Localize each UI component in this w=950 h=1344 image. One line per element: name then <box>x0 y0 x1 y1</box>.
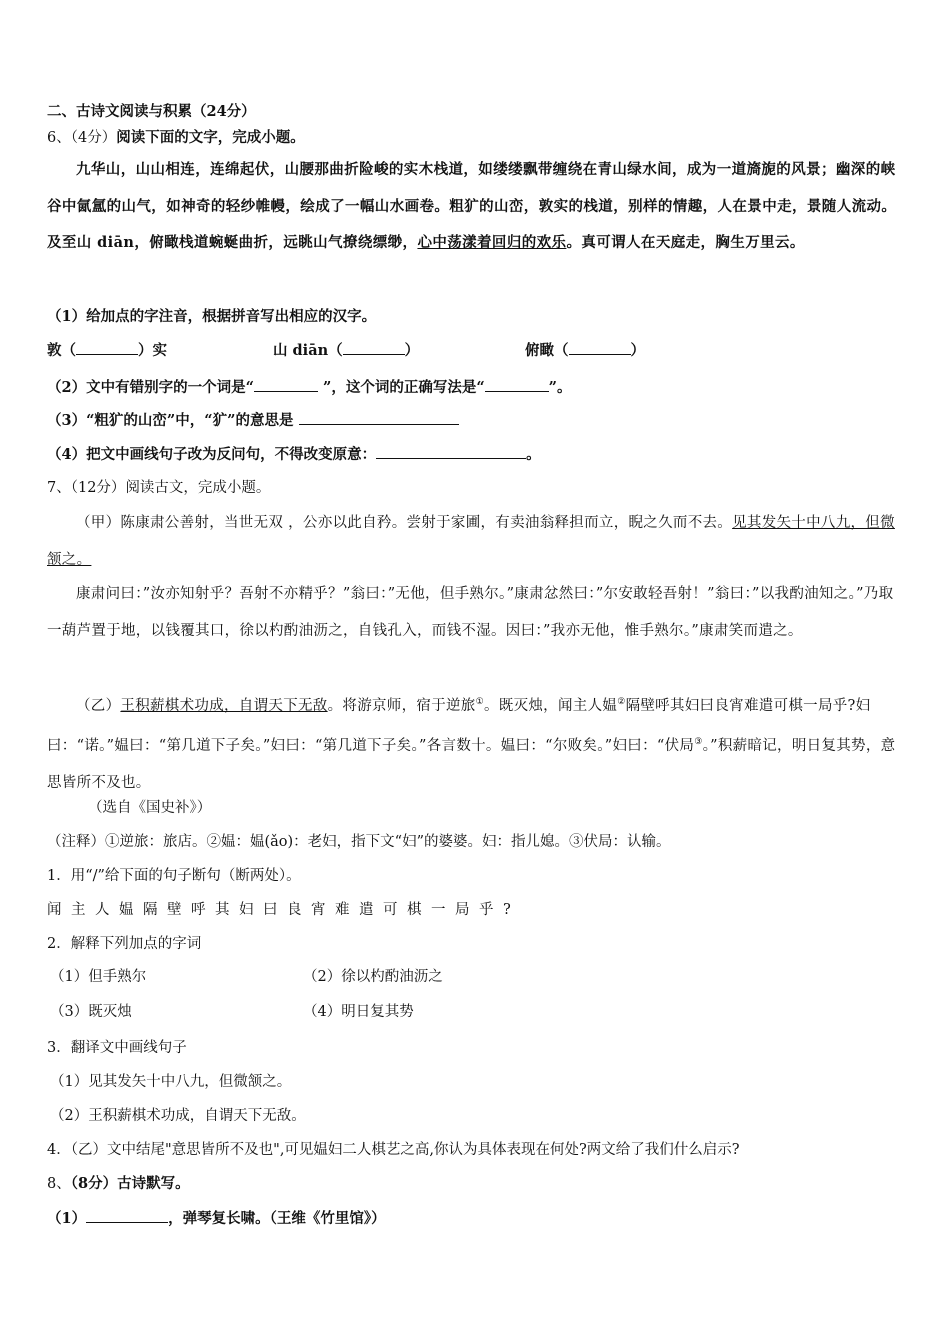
q7-sub2-item: （4）明日复其势 <box>303 1004 414 1020</box>
q7-sub1-sentence: 闻主人媪隔壁呼其妇曰良宵难遣可棋一局乎? <box>47 902 521 918</box>
q6-blank-fukan: 俯瞰（ ） <box>525 342 645 359</box>
answer-blank[interactable] <box>376 444 526 459</box>
section-title: 二、古诗文阅读与积累（24分） <box>47 103 256 120</box>
q7-jia-underlined: 见其发矢十中八九，但微颔之。 <box>47 515 895 568</box>
q7-number: 7、 <box>47 480 71 496</box>
q7-sub3-item: （1）见其发矢十中八九，但微颔之。 <box>50 1074 292 1090</box>
answer-blank[interactable] <box>485 377 549 392</box>
q7-notes: （注释）①逆旅：旅店。②媪：媪(ǎo)：老妇，指下文“妇”的婆婆。妇：指儿媳。③伏局：认输。 <box>47 834 671 850</box>
q6-number: 6、 <box>47 130 71 146</box>
q7-passage-yi: （乙）王积薪棋术功成，自谓天下无敌。将游京师，宿于逆旅①。既灭烛，闻主人媪②隔壁呼其妇曰良宵难遣可棋一局乎?妇曰：“诺。”媪曰：“第几道下子矣。”妇曰：“第几道下子矣。”各言数十。媪曰：“尔败矣。”妇曰：“伏局③。”积薪暗记，明日复其势，意思皆所不及也。 <box>47 697 896 791</box>
q6-passage <box>47 152 907 262</box>
answer-blank[interactable] <box>569 340 631 355</box>
q7-sub2-item: （2）徐以杓酌油沥之 <box>303 969 443 985</box>
answer-blank[interactable] <box>299 410 459 425</box>
q6-score: （4分） <box>70 130 117 146</box>
q7-sub2: 2．解释下列加点的字词 <box>47 936 202 952</box>
q7-sub4: 4．（乙）文中结尾"意思皆所不及也",可见媪妇二人棋艺之高,你认为具体表现在何处?两文给了我们什么启示? <box>47 1142 740 1158</box>
q7-sub3: 3．翻译文中画线句子 <box>47 1040 187 1056</box>
q6-sub3: （3）“粗犷的山峦”中，“犷”的意思是 <box>47 410 910 431</box>
q7-sub3-item: （2）王积薪棋术功成，自谓天下无敌。 <box>50 1108 306 1124</box>
q7-passage-jia: （甲）陈康肃公善射，当世无双 ，公亦以此自矜。尝射于家圃，有卖油翁释担而立，睨之久而不去。见其发矢十中八九，但微颔之。 <box>47 515 895 568</box>
q6-underlined-sentence: 心中荡漾着回归的欢乐 <box>417 234 567 251</box>
q6-blank-dian: 山 diān（ ） <box>273 342 420 359</box>
q6-instruction: 阅读下面的文字，完成小题。 <box>116 129 305 146</box>
q7-sub2-item: （1）但手熟尔 <box>50 969 147 985</box>
q8-number: 8、 <box>47 1176 71 1192</box>
q6-passage-end: 。真可谓人在天庭走，胸生万里云。 <box>566 234 805 251</box>
q8-score: （8分） <box>70 1175 118 1192</box>
q7-yi-underlined: 王积薪棋术功成，自谓天下无敌 <box>120 697 328 714</box>
q8-sub1: （1） ，弹琴复长啸。（王维《竹里馆》） <box>47 1210 386 1227</box>
q6-heading <box>47 128 910 148</box>
answer-blank[interactable] <box>76 340 138 355</box>
q6-sub4: （4）把文中画线句子改为反问句，不得改变原意： 。 <box>47 446 541 463</box>
answer-blank[interactable] <box>86 1208 168 1223</box>
answer-blank[interactable] <box>254 377 318 392</box>
q7-sub2-item: （3）既灭烛 <box>50 1004 132 1020</box>
q8-instruction: 古诗默写。 <box>117 1175 190 1192</box>
q6-passage-text: 九华山，山山相连，连绵起伏，山腰那曲折险峻的实木栈道，如缕缕飘带缠绕在青山绿水间，成为一道旖旎的风景；幽深的峡谷中氤氲的山气，如神奇的轻纱帷幔，绘成了一幅山水画卷。粗犷的山峦，敦实的栈道，别样的情趣，人在景中走，景随人流动。及至山 diān，俯瞰栈道蜿蜒曲折，远眺山气撩绕缥缈， <box>47 161 897 251</box>
q6-sub2: （2）文中有错别字的一个词是“ ”，这个词的正确写法是“ ”。 <box>47 379 572 396</box>
q7-sub1: 1．用“/”给下面的句子断句（断两处）。 <box>47 868 301 884</box>
q7-instruction: 阅读古文，完成小题。 <box>125 480 271 496</box>
q6-blank-dun: 敦（ ）实 <box>47 342 167 359</box>
q6-sub1: （1）给加点的字注音，根据拼音写出相应的汉字。 <box>47 308 377 325</box>
q7-heading <box>47 478 910 498</box>
answer-blank[interactable] <box>343 340 405 355</box>
q8-heading <box>47 1174 910 1194</box>
q7-source: （选自《国史补》） <box>88 800 212 816</box>
q7-score: （12分） <box>70 480 126 496</box>
q7-passage-jia-cont: 康肃问曰：”汝亦知射乎？吾射不亦精乎？”翁曰：”无他，但手熟尔。”康肃忿然曰：”尔安敢轻吾射！”翁曰：”以我酌油知之。”乃取一葫芦置于地，以钱覆其口，徐以杓酌油沥之，自钱孔入，而钱不湿。因曰：”我亦无他，惟手熟尔。”康肃笑而遣之。 <box>47 586 894 639</box>
